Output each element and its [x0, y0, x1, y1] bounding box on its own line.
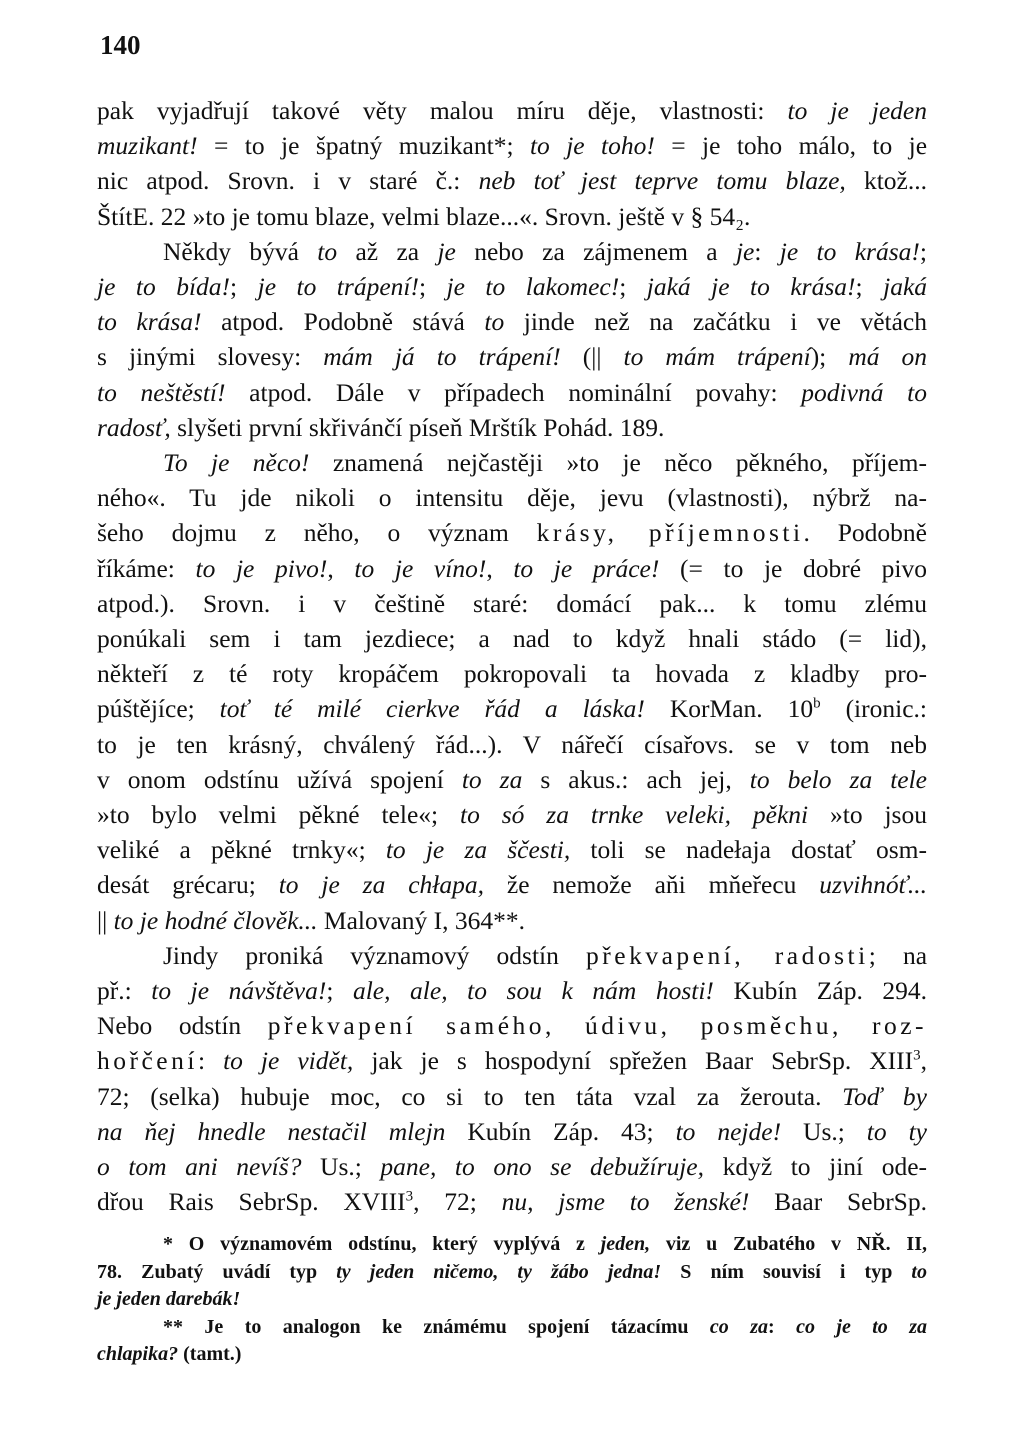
body-line	[97, 832, 927, 867]
text-run: veliké a pěkné trnky«;	[97, 835, 386, 865]
italic-run: to je za chłapa,	[278, 870, 485, 900]
text-run: někteří z té roty kropáčem pokropovali ta hovada z kladby pro-	[97, 659, 927, 689]
text-run: ;	[619, 272, 647, 302]
italic-run: je to bída!	[97, 272, 231, 302]
italic-run: to nejde!	[675, 1116, 782, 1146]
text-run: až za	[337, 236, 438, 266]
italic-run: muzikant!	[97, 131, 198, 161]
text-run: nebo za zájmenem a	[455, 236, 736, 266]
italic-run: co je to za	[796, 1315, 928, 1338]
body-line	[97, 586, 927, 621]
text-run: ;	[855, 272, 884, 302]
spaced-emphasis-run: hořčení	[97, 1046, 198, 1076]
body-line	[97, 163, 927, 198]
body-line	[97, 656, 927, 691]
text-run: ponúkali sem i tam jezdiece; a nad to když hnali stádo (= lid),	[97, 624, 927, 654]
text-run: Baar SebrSp.	[749, 1187, 927, 1217]
text-run: :	[768, 1315, 797, 1338]
italic-run: ty jeden ničemo, ty žábo jedna!	[336, 1260, 662, 1283]
body-line	[97, 480, 927, 515]
italic-run: je to trápení!	[257, 272, 419, 302]
text-run: (= to je dobré pivo	[659, 553, 928, 583]
text-run: slyšeti první skřivánčí píseň Mrštík Pohád. 189.	[170, 412, 665, 442]
body-line	[97, 304, 927, 339]
italic-run: Toď by	[842, 1081, 927, 1111]
text-run: Us.;	[781, 1116, 867, 1146]
text-run: ,	[920, 1046, 928, 1076]
text-run: ;	[230, 272, 258, 302]
text-run: v onom odstínu užívá spojení	[97, 764, 462, 794]
italic-run: je	[437, 236, 456, 266]
text-run: desát grécaru;	[97, 870, 279, 900]
text-run: viz u Zubatého v NŘ. II,	[650, 1233, 928, 1255]
body-line	[97, 339, 927, 374]
text-run: ; na	[868, 940, 928, 970]
text-run: ,	[486, 553, 514, 583]
text-run: atpod. Podobně stává	[201, 307, 485, 337]
text-run: s jinými slovesy:	[97, 342, 324, 372]
text-run: když to jiní ode-	[704, 1152, 928, 1182]
body-line	[97, 269, 927, 304]
text-run: Nebo odstín	[97, 1011, 268, 1041]
text-run: dřou Rais SebrSp. XVIII	[97, 1187, 406, 1217]
text-run: říkáme:	[97, 553, 196, 583]
text-run: Us.;	[301, 1152, 381, 1182]
text-run: ;	[919, 236, 927, 266]
body-line	[97, 1008, 927, 1043]
body-line	[97, 797, 927, 832]
text-run: šeho dojmu z něho, o význam	[97, 518, 537, 548]
italic-run: uzvihnóť...	[819, 870, 927, 900]
italic-run: to je víno!	[354, 553, 487, 583]
text-run: pak vyjadřují takové věty malou míru děje, vlastnosti:	[97, 96, 788, 125]
italic-run: má on	[848, 342, 928, 372]
italic-run: chlapika?	[97, 1343, 179, 1365]
text-run: Kubín Záp. 43;	[445, 1116, 676, 1146]
text-run: (tamt.)	[178, 1343, 242, 1365]
body-line	[97, 1114, 927, 1149]
text-run: :	[197, 1046, 224, 1076]
spaced-emphasis-run: krásy, příjemnosti	[536, 518, 804, 548]
text-run: KorMan. 10	[644, 694, 814, 724]
italic-run: je to lakomec!	[446, 272, 620, 302]
text-run: (||	[560, 342, 624, 372]
italic-run: to neštěstí!	[97, 377, 226, 407]
text-run: * O významovém odstínu, který vyplývá z	[163, 1233, 601, 1255]
body-text	[97, 93, 927, 1220]
footnote-line	[97, 1286, 927, 1314]
italic-run: podivná to	[801, 377, 927, 407]
italic-run: to za	[461, 764, 523, 794]
italic-run: ale, ale, to sou k nám hosti!	[352, 976, 714, 1006]
body-line	[97, 515, 927, 550]
italic-run: to je pivo!	[195, 553, 328, 583]
text-run: ktož...	[845, 166, 927, 196]
text-run: );	[810, 342, 849, 372]
text-run: Kubín Záp. 294.	[713, 976, 927, 1006]
body-line	[97, 727, 927, 762]
footnote-line	[97, 1314, 927, 1342]
footnote-line	[97, 1259, 927, 1287]
text-run: s akus.: ach jej,	[522, 764, 750, 794]
text-run: ;	[326, 976, 353, 1006]
text-run: = to je špatný muzikant*;	[197, 131, 530, 161]
italic-run: co za	[709, 1315, 768, 1338]
text-run: :	[754, 236, 780, 266]
italic-run: neb toť jest teprve tomu blaze,	[478, 166, 846, 196]
body-line	[97, 445, 927, 480]
text-run: Jindy proniká významový odstín	[163, 940, 587, 970]
body-line	[97, 1184, 927, 1219]
italic-run: to je jeden	[787, 96, 927, 125]
text-run: atpod. Dále v případech nominální povahy:	[225, 377, 802, 407]
italic-run: je to krása!	[779, 236, 920, 266]
text-run: Někdy bývá	[163, 236, 318, 266]
footnote-line	[97, 1341, 927, 1369]
text-run: (ironic.:	[820, 694, 927, 724]
text-run: ného«. Tu jde nikoli o intensitu děje, jevu (vlastnosti), nýbrž na-	[97, 483, 927, 513]
text-run: jak je s hospodyní spřežen Baar SebrSp. XIII	[353, 1046, 914, 1076]
body-line	[97, 93, 927, 128]
body-line	[97, 621, 927, 656]
italic-run: je	[735, 236, 755, 266]
italic-run: To je něco!	[163, 448, 310, 478]
text-run: 72; (selka) hubuje moc, co si to ten táta vzal za žerouta.	[97, 1081, 843, 1111]
italic-run: na ňej hnedle nestačil mlejn	[97, 1116, 446, 1146]
italic-run: je jeden darebák!	[97, 1288, 241, 1310]
text-run: »to jsou	[808, 800, 927, 830]
text-run: př.:	[97, 976, 152, 1006]
italic-run: to belo za tele	[749, 764, 927, 794]
text-run: . Podobně	[803, 518, 927, 548]
italic-run: jeden,	[600, 1233, 651, 1255]
footnote-line	[97, 1231, 927, 1259]
italic-run: nu, jsme to ženské!	[501, 1187, 750, 1217]
text-run: »to bylo velmi pěkné tele«;	[97, 800, 460, 830]
superscript: 3	[913, 1047, 921, 1064]
text-run: S ním souvisí i typ	[661, 1260, 912, 1283]
body-line	[97, 234, 927, 269]
text-run: nic atpod. Srovn. i v staré č.:	[97, 166, 479, 196]
italic-run: to mám trápení	[623, 342, 811, 372]
body-line	[97, 903, 927, 938]
italic-run: pane, to ono se debužíruje,	[380, 1152, 704, 1182]
italic-run: to	[317, 236, 338, 266]
italic-run: jaká je to krása!	[646, 272, 856, 302]
italic-run: toť té milé cierkve řád a láska!	[219, 694, 645, 724]
italic-run: to je návštěva!	[151, 976, 327, 1006]
text-run: , 72;	[413, 1187, 502, 1217]
text-run: ;	[418, 272, 447, 302]
body-line	[97, 1149, 927, 1184]
text-run: ** Je to analogon ke známému spojení tázacímu	[163, 1315, 710, 1338]
text-run: púštějíce;	[97, 694, 220, 724]
body-line	[97, 762, 927, 797]
body-line	[97, 973, 927, 1008]
page-number: 140	[100, 30, 141, 60]
text-run: 78. Zubatý uvádí typ	[97, 1260, 337, 1283]
italic-run: to je vidět,	[223, 1046, 354, 1076]
text-run: že nemože aňi mňeřecu	[484, 870, 820, 900]
body-line	[97, 1043, 927, 1078]
body-line	[97, 867, 927, 902]
text-run: ŠtítE. 22 »to je tomu blaze, velmi blaze...«. Srovn. ještě v § 54₂.	[97, 201, 751, 231]
body-line	[97, 1079, 927, 1114]
footnotes	[97, 1231, 927, 1369]
body-line	[97, 938, 927, 973]
italic-run: jaká	[883, 272, 928, 302]
body-line	[97, 410, 927, 445]
text-run: Malovaný I, 364**.	[317, 905, 526, 935]
superscript: b	[813, 695, 821, 712]
italic-run: to	[911, 1260, 927, 1283]
spaced-emphasis-run: překvapení, radosti	[586, 940, 869, 970]
italic-run: mám já to trápení!	[323, 342, 561, 372]
italic-run: to je za ščesti,	[385, 835, 571, 865]
spaced-emphasis-run: překvapení samého, údivu, posměchu, roz-	[267, 1011, 927, 1041]
italic-run: radosť,	[97, 412, 171, 442]
text-run: ||	[97, 905, 114, 935]
italic-run: to ty	[866, 1116, 927, 1146]
text-run: ,	[327, 553, 355, 583]
italic-run: to je práce!	[513, 553, 660, 583]
italic-run: o tom ani nevíš?	[97, 1152, 302, 1182]
text-run: to je ten krásný, chválený řád...). V nářečí císařovs. se v tom neb	[97, 729, 927, 759]
text-run: atpod.). Srovn. i v češtině staré: domácí pak... k tomu zlému	[97, 588, 927, 618]
superscript: 3	[405, 1188, 414, 1205]
italic-run: to krása!	[97, 307, 202, 337]
italic-run: to je toho!	[529, 131, 655, 161]
italic-run: to je hodné člověk...	[113, 905, 318, 935]
text-run: toli se nadełaja dostať osm-	[570, 835, 927, 865]
body-line	[97, 128, 927, 163]
body-line	[97, 691, 927, 726]
text-run: znamená nejčastěji »to je něco pěkného, příjem-	[309, 448, 928, 478]
italic-run: to	[484, 307, 505, 337]
text-run: = je toho málo, to je	[654, 131, 928, 161]
body-line	[97, 551, 927, 586]
text-run: jinde než na začátku i ve větách	[504, 307, 927, 337]
body-line	[97, 375, 927, 410]
body-line	[97, 199, 927, 234]
italic-run: to só za trnke veleki, pěkni	[460, 800, 809, 830]
